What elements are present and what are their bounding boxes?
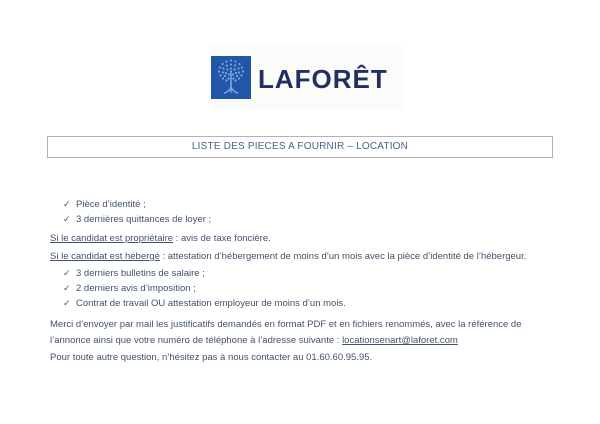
condition-text: : avis de taxe foncière. <box>173 233 271 244</box>
instructions-paragraph <box>50 317 562 349</box>
condition-text: : attestation d’hébergement de moins d’un mois avec la pièce d’identité de l’hébergeur. <box>159 251 527 262</box>
checklist-item-label: Contrat de travail OU attestation employeur de moins d’un mois. <box>76 298 346 310</box>
check-icon: ✓ <box>63 214 71 225</box>
check-icon: ✓ <box>63 298 71 309</box>
condition-label: Si le candidat est propriétaire <box>50 233 174 244</box>
checklist-item <box>63 197 211 212</box>
checklist-item-label: 3 dernières quittances de loyer ; <box>76 214 212 226</box>
tree-icon <box>211 56 251 99</box>
checklist-item <box>63 266 346 281</box>
check-icon: ✓ <box>63 283 71 294</box>
footer-note: Pour toute autre question, n’hésitez pas à nous contacter au 01.60.60.95.95. <box>50 352 373 363</box>
checklist-item-label: 3 derniers bulletins de salaire ; <box>76 268 205 279</box>
page-title: LISTE DES PIECES A FOURNIR – LOCATION <box>191 141 409 152</box>
instructions-text: Merci d’envoyer par mail les justificatifs demandés en format PDF et en fichiers renommés, avec la référence de l’annonce ainsi que votre numéro de téléphone à l’adresse suivante : <box>50 319 522 346</box>
checklist-identity <box>63 197 211 227</box>
check-icon: ✓ <box>63 199 71 209</box>
checklist-item <box>63 296 346 311</box>
check-icon: ✓ <box>63 268 71 278</box>
checklist-item-label: 2 derniers avis d’imposition ; <box>76 283 196 295</box>
checklist-item <box>63 212 211 227</box>
checklist-item-label: Pièce d’identité ; <box>76 199 146 210</box>
checklist-item <box>63 281 346 296</box>
condition-label: Si le candidat est hébergé <box>50 251 160 262</box>
email-link[interactable]: locationsenart@laforet.com <box>342 335 458 346</box>
laforet-logo <box>211 45 403 110</box>
laforet-wordmark: LAFORÊT <box>258 63 388 94</box>
condition-owner <box>50 233 271 244</box>
title-box <box>47 136 553 158</box>
condition-hosted <box>50 251 526 262</box>
checklist-income <box>63 266 346 312</box>
